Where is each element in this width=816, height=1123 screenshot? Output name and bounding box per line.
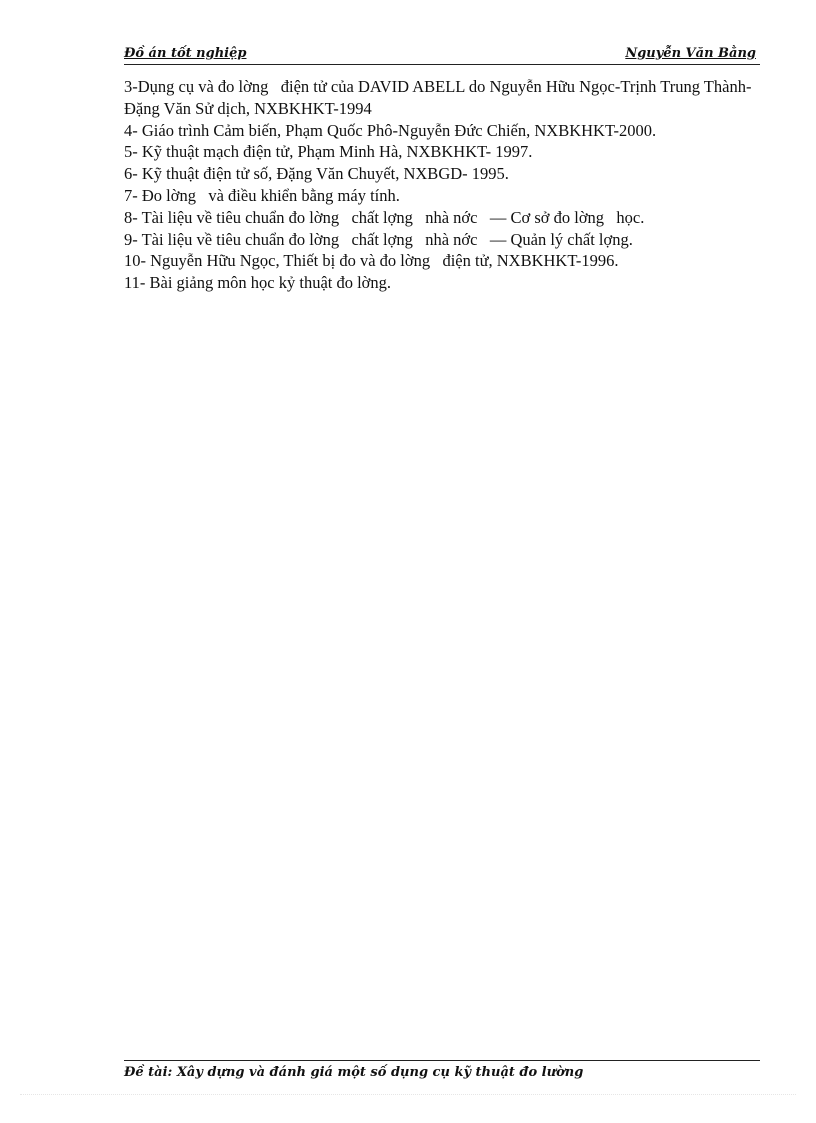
- footer-topic: Đề tài: Xây dựng và đánh giá một số dụng cụ kỹ thuật đo lường: [124, 1065, 584, 1080]
- reference-item-3: 3-Dụng cụ và đo lờng điện tử của DAVID ABELL do Nguyễn Hữu Ngọc-Trịnh Trung Thành-Đặng Văn Sử dịch, NXBKHKT-1994: [124, 77, 752, 118]
- reference-item-8: 8- Tài liệu về tiêu chuẩn đo lờng chất lợng nhà nớc — Cơ sở đo lờng học.: [124, 207, 645, 227]
- reference-list: [124, 76, 760, 294]
- page-bottom-divider: [20, 1094, 796, 1095]
- header-title: Đồ án tốt nghiệp: [124, 46, 247, 61]
- reference-item-5: 5- Kỹ thuật mạch điện tử, Phạm Minh Hà, NXBKHKT- 1997.: [124, 142, 533, 162]
- reference-item-7: 7- Đo lờng và điều khiển bằng máy tính.: [124, 185, 400, 205]
- reference-item-6: 6- Kỹ thuật điện tử số, Đặng Văn Chuyết, NXBGD- 1995.: [124, 164, 509, 184]
- reference-item-11: 11- Bài giảng môn học kỷ thuật đo lờng.: [124, 273, 392, 293]
- reference-item-9: 9- Tài liệu về tiêu chuẩn đo lờng chất lợng nhà nớc — Quản lý chất lợng.: [124, 229, 633, 249]
- page-header: [124, 44, 760, 65]
- page-footer: [124, 1060, 760, 1080]
- reference-item-10: 10- Nguyễn Hữu Ngọc, Thiết bị đo và đo lờng điện tử, NXBKHKT-1996.: [124, 251, 619, 271]
- reference-item-4: 4- Giáo trình Cảm biến, Phạm Quốc Phô-Nguyễn Đức Chiến, NXBKHKT-2000.: [124, 120, 657, 140]
- header-author: Nguyễn Văn Bằng: [625, 46, 756, 61]
